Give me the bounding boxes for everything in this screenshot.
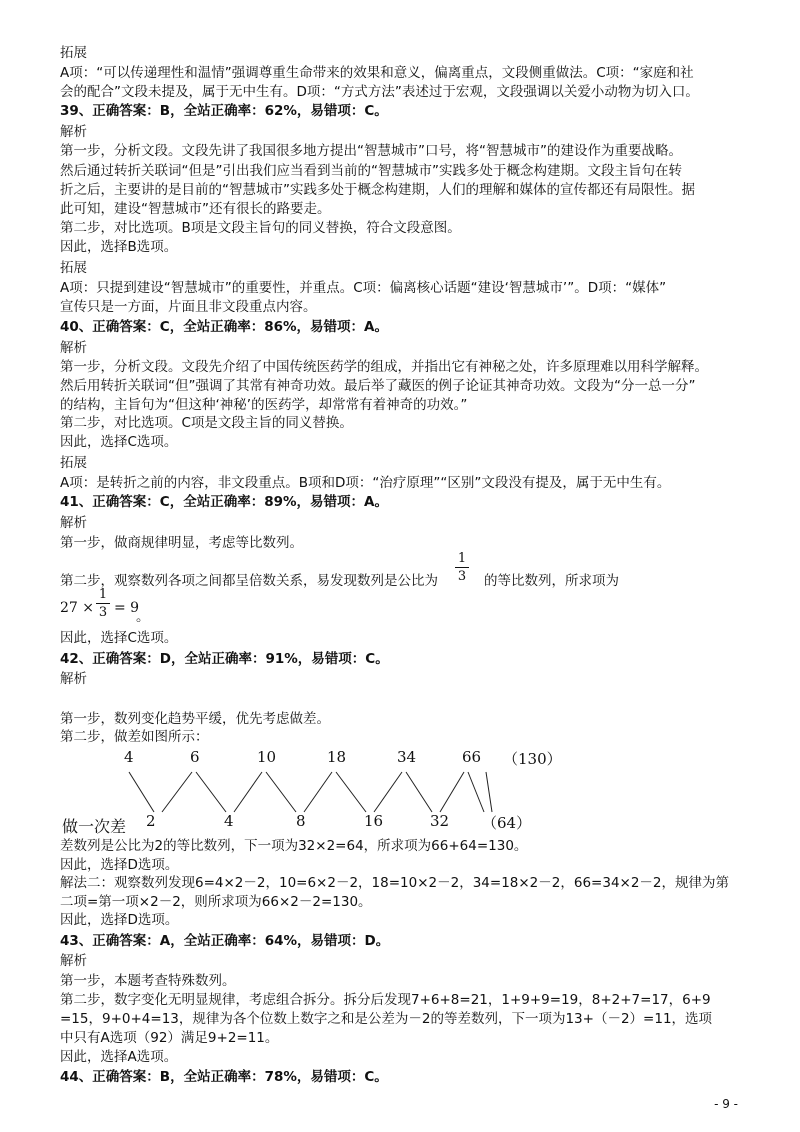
fraction-numerator: 1 bbox=[98, 587, 108, 602]
text-line: 解析 bbox=[60, 340, 87, 356]
text-line: A项：只提到建设“智慧城市”的重要性，并重点。C项：偏离核心话题“建设‘智慧城市’”。D项：“媒体” bbox=[60, 280, 667, 296]
text-line: 因此，选择C选项。 bbox=[60, 434, 178, 450]
text-line: 然后通过转折关联词“但是”引出我们应当看到当前的“智慧城市”实践多处于概念构建期。文段主旨句在转 bbox=[60, 163, 682, 179]
text-line: 第一步，分析文段。文段先讲了我国很多地方提出“智慧城市”口号，将“智慧城市”的建设作为重要战略。 bbox=[60, 143, 682, 159]
text-line: 因此，选择D选项。 bbox=[60, 857, 179, 873]
formula-left: 27 × bbox=[60, 600, 94, 616]
sequence-term: 66 bbox=[462, 748, 482, 766]
fraction-denominator: 3 bbox=[98, 605, 108, 620]
difference-connector bbox=[440, 772, 464, 812]
text-line: 因此，选择D选项。 bbox=[60, 912, 179, 928]
difference-term: 4 bbox=[224, 812, 234, 830]
text-line: 然后用转折关联词“但”强调了其常有神奇功效。最后举了藏医的例子论证其神奇功效。文段为“分一总一分” bbox=[60, 378, 696, 394]
text-line: 中只有A选项（92）满足9+2=11。 bbox=[60, 1030, 279, 1046]
sequence-term: 4 bbox=[124, 748, 134, 766]
text-line: 拓展 bbox=[60, 260, 87, 276]
text-line: 拓展 bbox=[60, 455, 87, 471]
page-number: - 9 - bbox=[714, 1097, 738, 1111]
text-line: 此可知，建设“智慧城市”还有很长的路要走。 bbox=[60, 201, 331, 217]
difference-connector bbox=[336, 772, 366, 812]
difference-connector bbox=[304, 772, 332, 812]
answer-heading-40: 40、正确答案：C，全站正确率：86%，易错项：A。 bbox=[60, 319, 388, 335]
text-line: 宣传只是一方面，片面且非文段重点内容。 bbox=[60, 299, 317, 315]
answer-heading-39: 39、正确答案：B，全站正确率：62%，易错项：C。 bbox=[60, 103, 388, 119]
difference-connector bbox=[234, 772, 262, 812]
answer-heading-42: 42、正确答案：D，全站正确率：91%，易错项：C。 bbox=[60, 651, 389, 667]
difference-term: 8 bbox=[296, 812, 306, 830]
difference-connector bbox=[196, 772, 226, 812]
text-line: 因此，选择C选项。 bbox=[60, 630, 178, 646]
sequence-term: （130） bbox=[503, 750, 562, 768]
text-line: 的结构，主旨句为“但这种‘神秘’的医药学，却常常有着神奇的功效。” bbox=[60, 397, 468, 413]
text-line: 拓展 bbox=[60, 45, 87, 61]
answer-heading-43: 43、正确答案：A，全站正确率：64%，易错项：D。 bbox=[60, 933, 390, 949]
text-line: A项：“可以传递理性和温情”强调尊重生命带来的效果和意义，偏离重点，文段侧重做法。C项：“家庭和社 bbox=[60, 65, 694, 81]
text-line: 的等比数列，所求项为 bbox=[484, 573, 619, 589]
text-line: 第二步，对比选项。B项是文段主旨句的同义替换，符合文段意图。 bbox=[60, 220, 461, 236]
difference-term: 16 bbox=[364, 812, 384, 830]
text-line: A项：是转折之前的内容，非文段重点。B项和D项：“治疗原理”“区别”文段没有提及，属于无中生有。 bbox=[60, 475, 671, 491]
difference-term: （64） bbox=[482, 814, 532, 832]
text-line: 解析 bbox=[60, 515, 87, 531]
fraction-numerator: 1 bbox=[457, 551, 467, 566]
sequence-term: 34 bbox=[397, 748, 417, 766]
text-line: 会的配合”文段未提及，属于无中生有。D项：“方式方法”表述过于宏观，文段强调以关爱小动物为切入口。 bbox=[60, 84, 699, 100]
answer-heading-41: 41、正确答案：C，全站正确率：89%，易错项：A。 bbox=[60, 494, 388, 510]
fraction-denominator: 3 bbox=[457, 569, 467, 584]
text-line: 二项=第一项×2－2，则所求项为66×2－2=130。 bbox=[60, 894, 372, 910]
text-line: 折之后，主要讲的是目前的“智慧城市”实践多处于概念构建期，人们的理解和媒体的宣传都还有局限性。据 bbox=[60, 182, 695, 198]
text-line: 第二步，对比选项。C项是文段主旨的同义替换。 bbox=[60, 415, 353, 431]
difference-term: 32 bbox=[430, 812, 450, 830]
text-line: 因此，选择A选项。 bbox=[60, 1049, 178, 1065]
difference-connector bbox=[266, 772, 296, 812]
text-line: 解析 bbox=[60, 671, 87, 687]
text-line: 第一步，做商规律明显，考虑等比数列。 bbox=[60, 535, 303, 551]
answer-heading-44: 44、正确答案：B，全站正确率：78%，易错项：C。 bbox=[60, 1069, 388, 1085]
difference-connector bbox=[406, 772, 432, 812]
text-line: 解析 bbox=[60, 124, 87, 140]
difference-connector bbox=[468, 772, 484, 812]
text-line: 。 bbox=[136, 609, 150, 625]
difference-connector bbox=[374, 772, 402, 812]
formula-right: = 9 bbox=[114, 600, 140, 616]
text-line: 第二步，做差如图所示： bbox=[60, 729, 209, 745]
difference-connector bbox=[486, 772, 492, 812]
sequence-term: 18 bbox=[327, 748, 347, 766]
sequence-term: 10 bbox=[257, 748, 277, 766]
text-line: 第二步，数字变化无明显规律，考虑组合拆分。拆分后发现7+6+8=21，1+9+9=19，8+2+7=17，6+9 bbox=[60, 992, 711, 1008]
text-line: 第一步，分析文段。文段先介绍了中国传统医药学的组成，并指出它有神秘之处，许多原理难以用科学解释。 bbox=[60, 359, 708, 375]
text-line: 解析 bbox=[60, 953, 87, 969]
text-line: 第一步，本题考查特殊数列。 bbox=[60, 973, 236, 989]
text-line: 差数列是公比为2的等比数列，下一项为32×2=64，所求项为66+64=130。 bbox=[60, 838, 528, 854]
sequence-term: 6 bbox=[190, 748, 200, 766]
text-line: 第二步，观察数列各项之间都呈倍数关系，易发现数列是公比为 bbox=[60, 573, 438, 589]
diagram-label: 做一次差 bbox=[62, 817, 127, 836]
text-line: 因此，选择B选项。 bbox=[60, 239, 178, 255]
difference-connector bbox=[129, 772, 154, 812]
text-line: 第一步，数列变化趋势平缓，优先考虑做差。 bbox=[60, 711, 330, 727]
text-line: 解法二：观察数列发现6=4×2－2，10=6×2－2，18=10×2－2，34=18×2－2，66=34×2－2，规律为第 bbox=[60, 875, 730, 891]
text-line: =15，9+0+4=13，规律为各个位数上数字之和是公差为－2的等差数列，下一项为13+（－2）=11，选项 bbox=[60, 1011, 713, 1027]
difference-term: 2 bbox=[146, 812, 156, 830]
difference-connector bbox=[162, 772, 192, 812]
